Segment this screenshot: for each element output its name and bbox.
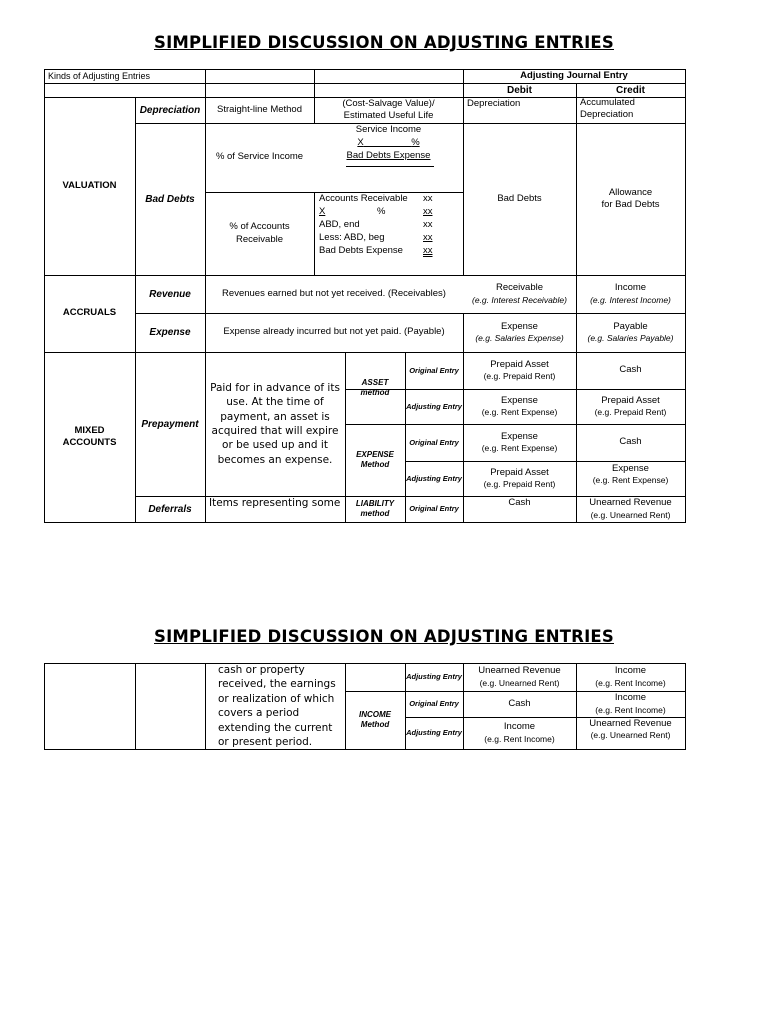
- bad-debts-debit: Bad Debts: [497, 192, 542, 204]
- expense-label: Expense: [149, 327, 191, 338]
- adjusting-journal-entry-header: Adjusting Journal Entry: [520, 70, 628, 82]
- prepayment-description: Paid for in advance of its use. At the time of payment, an asset is acquired that will expire or be used up and it becomes an expense.: [210, 381, 340, 466]
- mixed-accounts-label: MIXED ACCOUNTS: [62, 424, 117, 448]
- prepayment-debit: Prepaid Asset (e.g. Prepaid Rent): [483, 466, 556, 490]
- deferrals-label: Deferrals: [148, 503, 192, 515]
- revenue-description: Revenues earned but not yet received. (Receivables): [222, 287, 446, 299]
- page-title: SIMPLIFIED DISCUSSION ON ADJUSTING ENTRIES: [154, 627, 614, 646]
- deferrals-credit: Income (e.g. Rent Income): [595, 665, 666, 688]
- credit-header: Credit: [616, 84, 645, 96]
- entry-type: Original Entry: [409, 699, 459, 709]
- expense-method-label: EXPENSE Method: [356, 450, 394, 469]
- prepayment-credit: Expense (e.g. Rent Expense): [592, 463, 669, 486]
- prepayment-label: Prepayment: [141, 418, 199, 430]
- ar-value: xx: [423, 193, 433, 204]
- ar-row: ABD, end: [319, 219, 360, 230]
- ar-value: xx: [423, 232, 433, 243]
- liability-method-label: LIABILITY method: [355, 499, 395, 518]
- deferrals-description-start: Items representing some: [209, 496, 341, 509]
- deferrals-debit: Cash: [508, 697, 531, 709]
- ar-row: Bad Debts Expense: [319, 245, 403, 256]
- prepayment-credit: Prepaid Asset (e.g. Prepaid Rent): [594, 394, 667, 418]
- entry-type: Original Entry: [409, 365, 459, 375]
- prepayment-debit: Expense (e.g. Rent Expense): [481, 394, 558, 418]
- deferrals-debit: Income (e.g. Rent Income): [484, 721, 555, 744]
- bad-debts-credit: Allowance for Bad Debts: [601, 186, 660, 210]
- bad-debts-service-method: % of Service Income: [215, 151, 304, 163]
- expense-credit: Payable (e.g. Salaries Payable): [587, 320, 674, 344]
- depreciation-label: Depreciation: [139, 104, 201, 116]
- kinds-header: Kinds of Adjusting Entries: [48, 70, 151, 81]
- debit-header: Debit: [507, 84, 532, 96]
- revenue-debit: Receivable (e.g. Interest Receivable): [472, 282, 567, 305]
- revenue-label: Revenue: [149, 288, 191, 300]
- deferrals-debit: Unearned Revenue (e.g. Unearned Rent): [478, 665, 561, 688]
- valuation-label: VALUATION: [62, 179, 117, 191]
- page-title: SIMPLIFIED DISCUSSION ON ADJUSTING ENTRIES: [154, 33, 614, 52]
- entry-type: Original Entry: [409, 437, 459, 447]
- asset-method-label: ASSET method: [360, 378, 390, 397]
- deferrals-credit: Income (e.g. Rent Income): [595, 692, 666, 715]
- deferrals-description-continued: cash or property received, the earnings or realization of which covers a period extending the current or present period.: [218, 664, 336, 749]
- expense-debit: Expense (e.g. Salaries Expense): [475, 320, 564, 344]
- entry-type: Adjusting Entry: [406, 473, 462, 483]
- ar-value: xx: [423, 219, 433, 230]
- entry-type: Original Entry: [409, 504, 459, 514]
- bad-debts-label: Bad Debts: [145, 193, 195, 205]
- prepayment-credit: Cash: [619, 364, 642, 376]
- ar-value: xx: [423, 245, 433, 256]
- ar-row: Less: ABD, beg: [319, 232, 385, 243]
- income-method-label: INCOME Method: [359, 710, 391, 729]
- bad-debts-ar-method: % of Accounts Receivable: [229, 221, 290, 245]
- prepayment-debit: Expense (e.g. Rent Expense): [481, 430, 558, 454]
- entry-type: Adjusting Entry: [406, 672, 462, 682]
- depreciation-method: Straight-line Method: [216, 103, 303, 115]
- ar-value: xx: [423, 206, 433, 217]
- depreciation-credit: Accumulated Depreciation: [580, 97, 635, 121]
- deferrals-credit: Unearned Revenue (e.g. Unearned Rent): [589, 718, 672, 741]
- deferrals-credit: Unearned Revenue (e.g. Unearned Rent): [589, 497, 672, 520]
- accruals-label: ACCRUALS: [62, 307, 117, 319]
- ar-row: Accounts Receivable: [319, 193, 408, 204]
- entry-type: Adjusting Entry: [406, 728, 462, 738]
- prepayment-debit: Prepaid Asset (e.g. Prepaid Rent): [483, 358, 556, 382]
- prepayment-credit: Cash: [619, 436, 642, 448]
- entry-type: Adjusting Entry: [406, 401, 462, 411]
- revenue-credit: Income (e.g. Interest Income): [590, 282, 671, 305]
- depreciation-debit: Depreciation: [467, 97, 521, 109]
- deferrals-debit: Cash: [508, 496, 531, 508]
- expense-description: Expense already incurred but not yet paid. (Payable): [223, 326, 445, 338]
- ar-row: X %: [319, 206, 386, 217]
- bad-debts-service-formula: Service Income X % Bad Debts Expense: [346, 124, 431, 161]
- depreciation-formula: (Cost-Salvage Value)/ Estimated Useful Life: [342, 97, 435, 121]
